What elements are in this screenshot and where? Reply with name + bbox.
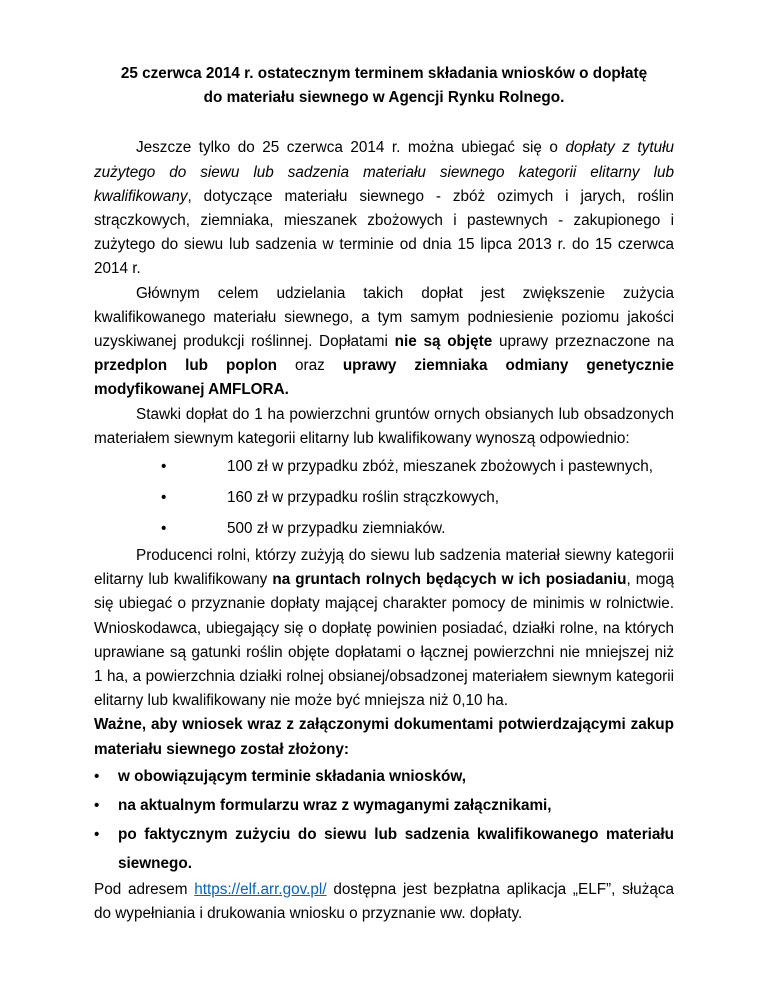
bullet-icon: • bbox=[161, 489, 167, 507]
bullet-icon: • bbox=[94, 796, 100, 814]
list-item: • 160 zł w przypadku roślin strączkowych, bbox=[94, 482, 674, 513]
rates-list bbox=[94, 451, 674, 544]
emphasis-not-covered: nie są objęte bbox=[394, 333, 493, 351]
bullet-icon: • bbox=[94, 825, 100, 843]
paragraph-rates-intro: Stawki dopłat do 1 ha powierzchni gruntów ornych obsianych lub obsadzonych materiałem siewnym kategorii elitarny lub kwalifikowany wynoszą odpowiednio: bbox=[94, 405, 674, 447]
list-item: • 100 zł w przypadku zbóż, mieszanek zbożowych i pastewnych, bbox=[94, 451, 674, 482]
document-title bbox=[94, 62, 674, 110]
emphasis-own-land: na gruntach rolnych będących w ich posiadaniu bbox=[272, 571, 627, 589]
paragraph-important: Ważne, aby wniosek wraz z załączonymi dokumentami potwierdzającymi zakup materiału siewnego został złożony: bbox=[94, 716, 674, 758]
list-item: • 500 zł w przypadku ziemniaków. bbox=[94, 513, 674, 544]
title-line-2: do materiału siewnego w Agencji Rynku Rolnego. bbox=[203, 89, 565, 107]
paragraph-eligibility: Producenci rolni, którzy zużyją do siewu lub sadzenia materiał siewny kategorii elitarny lub kwalifikowany na gruntach rolnych będących w ich posiadaniu, mogą się ubiegać o przyznanie dopłaty mającej charakter pomocy de minimis w rolnictwie. Wnioskodawca, ubiegający się o dopłatę powinien posiadać, działki rolne, na których uprawiane są gatunki roślin objęte dopłatami o łącznej powierzchni nie mniejszej niż 1 ha, a powierzchnia działki rolnej obsianej/obsadzonej materiałem siewnym kategorii elitarny lub kwalifikowany nie może być mniejsza niż 0,10 ha. bbox=[94, 547, 674, 710]
list-item: • na aktualnym formularzu wraz z wymaganymi załącznikami, bbox=[94, 791, 674, 820]
list-item: • po faktycznym zużyciu do siewu lub sadzenia kwalifikowanego materiału siewnego. bbox=[94, 820, 674, 878]
paragraph-deadline: Jeszcze tylko do 25 czerwca 2014 r. można ubiegać się o dopłaty z tytułu zużytego do siewu lub sadzenia materiału siewnego kategorii elitarny lub kwalifikowany, dotyczące materiału siewnego - zbóż ozimych i jarych, roślin strączkowych, ziemniaka, mieszanek zbożowych i pastewnych - zakupionego i zużytego do siewu lub sadzenia w terminie od dnia 15 lipca 2013 r. do 15 czerwca 2014 r. bbox=[94, 139, 674, 278]
bullet-icon: • bbox=[161, 458, 167, 476]
list-item: • w obowiązującym terminie składania wniosków, bbox=[94, 762, 674, 791]
paragraph-purpose: Głównym celem udzielania takich dopłat jest zwiększenie zużycia kwalifikowanego materiału siewnego, a tym samym podniesienie poziomu jakości uzyskiwanej produkcji roślinnej. Dopłatami nie są objęte uprawy przeznaczone na przedplon lub poplon oraz uprawy ziemniaka odmiany genetycznie modyfikowanej AMFLORA. bbox=[94, 284, 674, 399]
paragraph-application: Pod adresem https://elf.arr.gov.pl/ dostępna jest bezpłatna aplikacja „ELF”, służąca do wypełniania i drukowania wniosku o przyznanie ww. dopłaty. bbox=[94, 880, 674, 923]
bullet-icon: • bbox=[161, 520, 167, 538]
requirements-list bbox=[94, 762, 674, 878]
bullet-icon: • bbox=[94, 767, 100, 785]
title-line-1: 25 czerwca 2014 r. ostatecznym terminem składania wniosków o dopłatę bbox=[120, 65, 648, 82]
emphasis-crops: przedplon lub poplon bbox=[94, 357, 278, 375]
emphasis-subsidy: dopłaty z tytułu zużytego do siewu lub sadzenia materiału siewnego kategorii elitarny lub kwalifikowany bbox=[94, 139, 674, 205]
elf-link[interactable]: https://elf.arr.gov.pl/ bbox=[194, 880, 327, 898]
emphasis-amflora: uprawy ziemniaka odmiany genetycznie modyfikowanej AMFLORA. bbox=[94, 357, 674, 399]
